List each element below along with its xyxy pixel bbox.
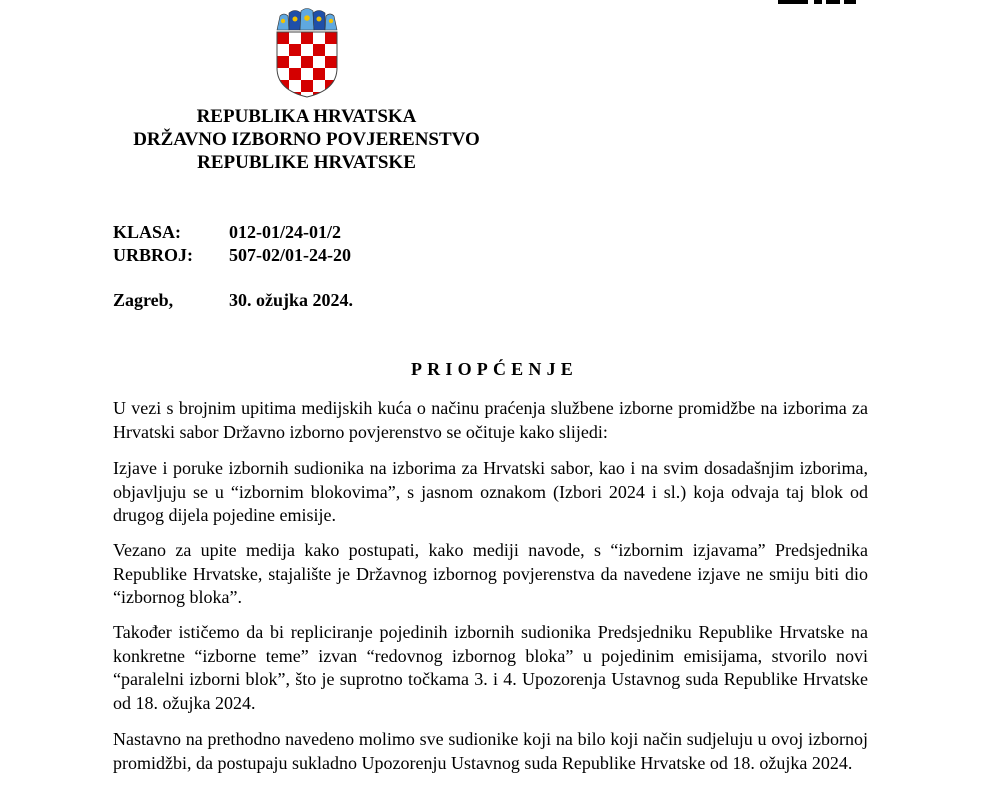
- header-line-republic: REPUBLIKA HRVATSKA: [196, 106, 417, 127]
- croatian-coat-of-arms-icon: [274, 6, 340, 98]
- klasa-row: [113, 221, 341, 244]
- header-line-republic-of-croatia: REPUBLIKE HRVATSKE: [197, 152, 416, 173]
- barcode-fragment-icon: [778, 0, 858, 5]
- urbroj-value: 507-02/01-24-20: [229, 245, 351, 265]
- urbroj-label: URBROJ:: [113, 245, 193, 265]
- place: Zagreb,: [113, 290, 174, 310]
- document-title: [0, 359, 989, 380]
- klasa-value: 012-01/24-01/2: [229, 222, 341, 242]
- paragraph-5: Nastavno na prethodno navedeno molimo sve sudionike koji na bilo koji način sudjeluju u ovoj izbornoj promidžbi, da postupaju sukladno Upozorenju Ustavnog suda Republike Hrvatske od 18. ožujka 2024.: [113, 729, 868, 773]
- place-date-row: [113, 289, 353, 312]
- title-text: PRIOPĆENJE: [410, 359, 578, 379]
- issuer-header: [100, 105, 513, 174]
- header-line-commission: DRŽAVNO IZBORNO POVJERENSTVO: [133, 129, 480, 150]
- paragraph-4: Također ističemo da bi repliciranje pojedinih izbornih sudionika Predsjedniku Republike Hrvatske na konkretne “izborne teme” izvan “redovnog izbornog bloka” u pojedinim emisijama, stvorilo novi “paralelni izborni blok”, što je suprotno točkama 3. i 4. Upozorenja Ustavnog suda Republike Hrvatske od 18. ožujka 2024.: [113, 622, 868, 713]
- klasa-label: KLASA:: [113, 222, 182, 242]
- paragraph-1: U vezi s brojnim upitima medijskih kuća o načinu praćenja službene izborne promidžbe na izborima za Hrvatski sabor Državno izborno povjerenstvo se očituje kako slijedi:: [113, 398, 868, 442]
- paragraph-2: Izjave i poruke izbornih sudionika na izborima za Hrvatski sabor, kao i na svim dosadašnjim izborima, objavljuju se u “izbornim blokovima”, s jasnom oznakom (Izbori 2024 i sl.) koja odvaja taj blok od drugog dijela pojedine emisije.: [113, 458, 868, 525]
- urbroj-row: [113, 244, 351, 267]
- date: 30. ožujka 2024.: [229, 290, 354, 310]
- paragraph-3: Vezano za upite medija kako postupati, kako mediji navode, s “izbornim izjavama” Predsjednika Republike Hrvatske, stajalište je Državnog izbornog povjerenstva da navedene izjave ne smiju biti dio “izbornog bloka”.: [113, 540, 868, 607]
